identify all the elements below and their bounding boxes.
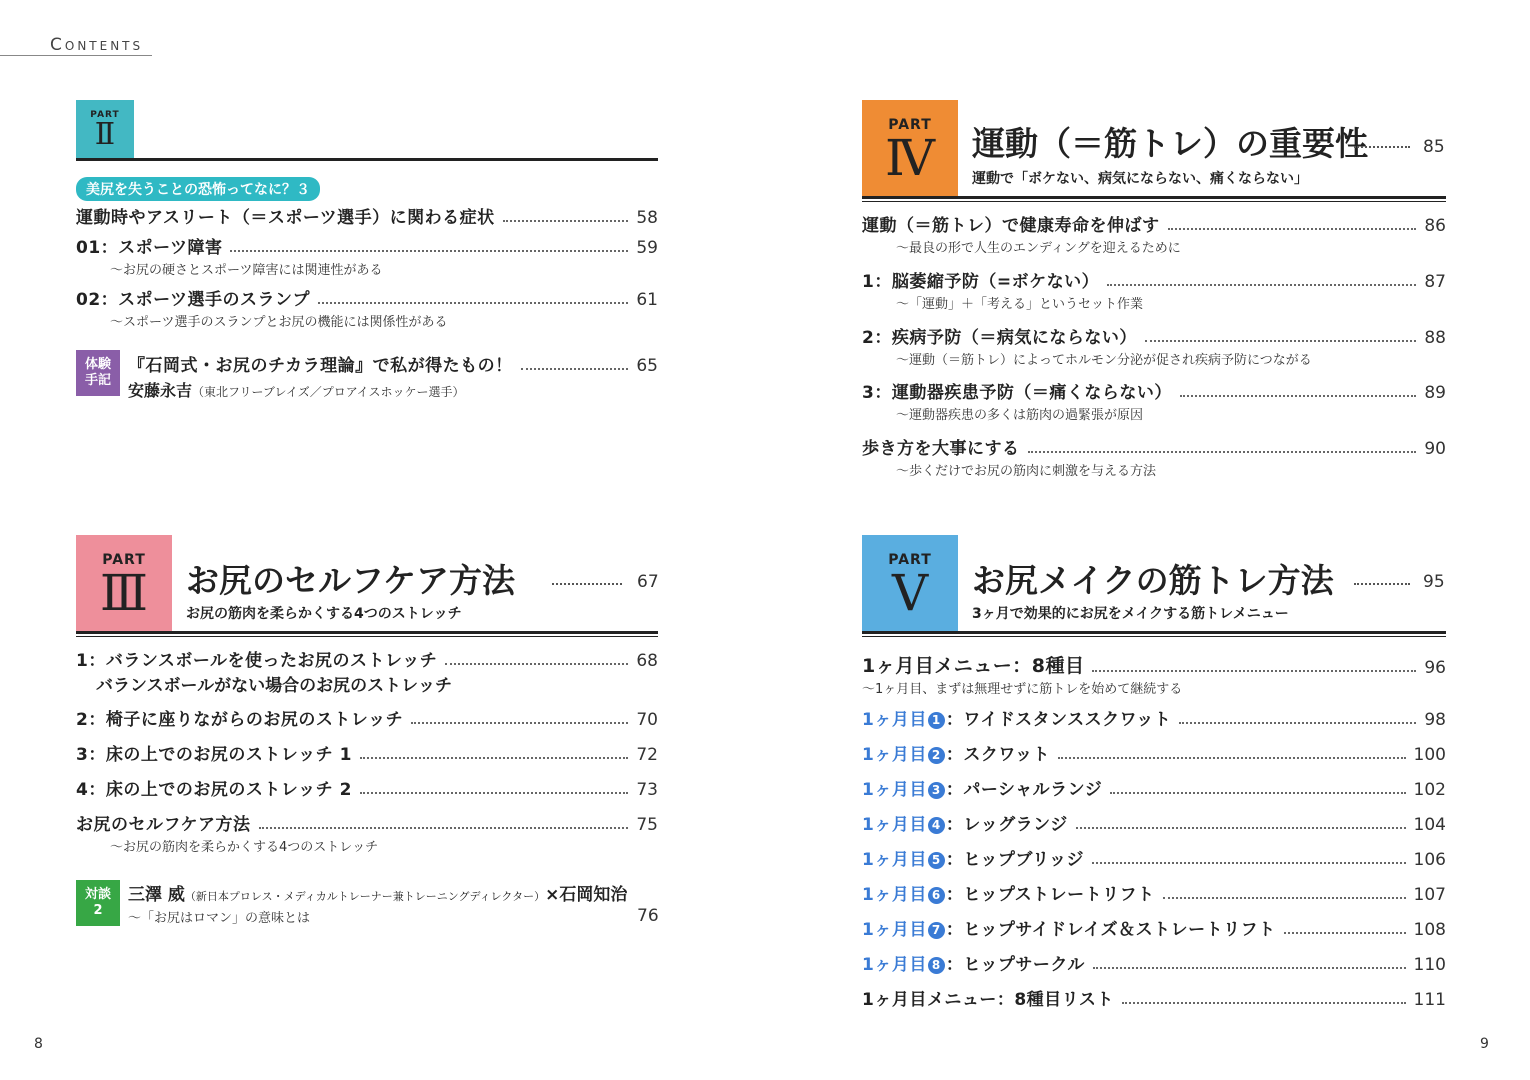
- taiken-author: [128, 378, 465, 401]
- part3-word: PART: [102, 552, 146, 568]
- taidan-affiliation: （新日本プロレス・メディカルトレーナー兼トレーニングディレクター）: [184, 890, 546, 903]
- entry-title: 4：床の上でのお尻のストレッチ 2: [76, 780, 352, 800]
- toc-entry[interactable]: [862, 267, 1446, 292]
- taidan-cross: ×: [545, 885, 560, 905]
- part5-title: お尻メイクの筋トレ方法: [972, 561, 1334, 600]
- entry-page: 107: [1413, 885, 1446, 905]
- entry-title: ：ヒップサークル: [945, 955, 1085, 975]
- entry-page: 88: [1424, 328, 1446, 348]
- part3-rule-thin: [76, 636, 658, 637]
- part3-rule: [76, 631, 658, 634]
- entry-page: 98: [1424, 710, 1446, 730]
- part2-rule: [76, 158, 658, 161]
- month-prefix: 1ヶ月目: [862, 850, 927, 870]
- entry-page: 75: [636, 815, 658, 835]
- taiken-tag-line2: 手記: [84, 373, 111, 388]
- part5-title-dots: [1354, 583, 1410, 585]
- toc-entry[interactable]: [862, 950, 1446, 975]
- number-circle-icon: 1: [928, 712, 945, 729]
- contents-label: Contents: [50, 35, 144, 55]
- entry-title: 3：床の上でのお尻のストレッチ 1: [76, 745, 352, 765]
- page-number-left: 8: [34, 1036, 43, 1052]
- toc-entry[interactable]: [76, 285, 658, 310]
- entry-title: お尻のセルフケア方法: [76, 815, 251, 835]
- toc-entry[interactable]: [862, 740, 1446, 765]
- entry-page: 104: [1413, 815, 1446, 835]
- toc-entry[interactable]: [76, 203, 658, 228]
- part4-word: PART: [888, 117, 932, 133]
- taidan-tag-line1: 対談: [84, 886, 111, 902]
- entry-sub: ～運動（＝筋トレ）によってホルモン分泌が促され疾病予防につながる: [896, 353, 1312, 368]
- number-circle-icon: 4: [928, 817, 945, 834]
- entry-page: 100: [1413, 745, 1446, 765]
- part2-numeral: Ⅱ: [94, 117, 116, 152]
- entry-sub: ～スポーツ選手のスランプとお尻の機能には関係性がある: [110, 315, 448, 330]
- entry-page: 61: [636, 290, 658, 310]
- entry-sub: ～「運動」＋「考える」というセット作業: [896, 297, 1144, 312]
- author-name: 安藤永吉: [128, 381, 193, 400]
- month-prefix: 1ヶ月目: [862, 745, 927, 765]
- toc-entry[interactable]: [862, 775, 1446, 800]
- entry-page: 68: [636, 651, 658, 671]
- month-prefix: 1ヶ月目: [862, 780, 927, 800]
- entry-sub: ～お尻の硬さとスポーツ障害には関連性がある: [110, 263, 383, 278]
- toc-entry[interactable]: [862, 434, 1446, 459]
- part4-title-dots: [1354, 146, 1410, 148]
- entry-title: 1ヶ月目メニュー：8種目リスト: [862, 990, 1114, 1010]
- part5-rule: [862, 631, 1446, 634]
- toc-entry[interactable]: [862, 915, 1446, 940]
- toc-entry[interactable]: [862, 211, 1446, 236]
- toc-entry[interactable]: [862, 880, 1446, 905]
- taidan-sub: ～「お尻はロマン」の意味とは: [128, 911, 311, 926]
- part4-numeral: Ⅳ: [885, 129, 935, 187]
- entry-title: ：レッグランジ: [945, 815, 1068, 835]
- entry-page: 90: [1424, 439, 1446, 459]
- month-prefix: 1ヶ月目: [862, 710, 927, 730]
- entry-page: 65: [636, 356, 658, 376]
- entry-page: 72: [636, 745, 658, 765]
- taidan-name1: 三澤 威: [128, 885, 185, 905]
- part5-subtitle: 3ヶ月で効果的にお尻をメイクする筋トレメニュー: [972, 606, 1289, 622]
- part4-subtitle: 運動で「ボケない、病気にならない、痛くならない」: [972, 171, 1308, 187]
- part2-pill: 美尻を失うことの恐怖ってなに？３: [76, 177, 320, 201]
- toc-entry[interactable]: [76, 775, 658, 800]
- entry-title: 1：バランスボールを使ったお尻のストレッチ: [76, 651, 438, 671]
- number-circle-icon: 8: [928, 957, 945, 974]
- entry-title: 1ヶ月目メニュー：8種目: [862, 655, 1085, 677]
- part5-section: [862, 535, 1446, 1015]
- entry-page: 70: [636, 710, 658, 730]
- entry-title: 2：疾病予防（＝病気にならない）: [862, 328, 1137, 348]
- part4-rule: [862, 196, 1446, 199]
- entry-title: 1：脳萎縮予防（=ボケない）: [862, 272, 1100, 292]
- part2-section: [76, 100, 658, 400]
- entry-title: ：パーシャルランジ: [945, 780, 1103, 800]
- entry-line2: バランスボールがない場合のお尻のストレッチ: [96, 676, 452, 696]
- entry-sub: ～歩くだけでお尻の筋肉に刺激を与える方法: [896, 464, 1157, 479]
- entry-title: ：ヒップサイドレイズ＆ストレートリフト: [945, 920, 1276, 940]
- part4-title: 運動（＝筋トレ）の重要性: [972, 124, 1368, 163]
- entry-title: 01：スポーツ障害: [76, 238, 223, 258]
- toc-entry[interactable]: [76, 810, 658, 835]
- entry-title: 運動時やアスリート（＝スポーツ選手）に関わる症状: [76, 208, 495, 228]
- number-circle-icon: 6: [928, 887, 945, 904]
- toc-entry[interactable]: [76, 705, 658, 730]
- month-prefix: 1ヶ月目: [862, 815, 927, 835]
- month-prefix: 1ヶ月目: [862, 885, 927, 905]
- part4-rule-thin: [862, 201, 1446, 202]
- part4-badge: [862, 100, 958, 196]
- part2-badge: [76, 100, 134, 158]
- part3-section: [76, 535, 658, 935]
- taidan-tag-line2: 2: [93, 903, 103, 918]
- entry-title: ：ワイドスタンススクワット: [945, 710, 1172, 730]
- toc-entry[interactable]: [862, 845, 1446, 870]
- entry-title: ：ヒップストレートリフト: [945, 885, 1155, 905]
- part5-word: PART: [888, 552, 932, 568]
- toc-entry[interactable]: [76, 233, 658, 258]
- number-circle-icon: 2: [928, 747, 945, 764]
- toc-entry[interactable]: [862, 323, 1446, 348]
- entry-page: 87: [1424, 272, 1446, 292]
- entry-page: 73: [636, 780, 658, 800]
- entry-page: 110: [1413, 955, 1446, 975]
- toc-entry[interactable]: [862, 985, 1446, 1010]
- part2-word: PART: [90, 110, 120, 120]
- entry-sub: ～1ヶ月目、まずは無理せずに筋トレを始めて継続する: [862, 682, 1183, 697]
- entry-title: ：スクワット: [945, 745, 1050, 765]
- toc-entry[interactable]: [862, 705, 1446, 730]
- entry-sub: ～最良の形で人生のエンディングを迎えるために: [896, 241, 1181, 256]
- entry-page: 108: [1413, 920, 1446, 940]
- taidan-names: [128, 880, 627, 905]
- part3-badge: [76, 535, 172, 631]
- toc-entry[interactable]: [128, 351, 658, 376]
- month-prefix: 1ヶ月目: [862, 955, 927, 975]
- part4-title-page: 85: [1423, 137, 1445, 157]
- entry-page: 96: [1424, 658, 1446, 678]
- entry-page: 106: [1413, 850, 1446, 870]
- entry-page: 89: [1424, 383, 1446, 403]
- taidan-name2: 石岡知治: [559, 885, 628, 905]
- part3-subtitle: お尻の筋肉を柔らかくする4つのストレッチ: [186, 606, 462, 622]
- page-number-right: 9: [1480, 1036, 1489, 1052]
- entry-sub: ～運動器疾患の多くは筋肉の過緊張が原因: [896, 408, 1144, 423]
- number-circle-icon: 7: [928, 922, 945, 939]
- entry-title: 運動（＝筋トレ）で健康寿命を伸ばす: [862, 216, 1160, 236]
- entry-title: 2：椅子に座りながらのお尻のストレッチ: [76, 710, 404, 730]
- entry-page: 86: [1424, 216, 1446, 236]
- entry-page: 58: [636, 208, 658, 228]
- number-circle-icon: 3: [928, 782, 945, 799]
- entry-title: 『石岡式・お尻のチカラ理論』で私が得たもの！: [128, 356, 513, 376]
- taiken-tag-line1: 体験: [84, 356, 111, 372]
- toc-entry[interactable]: [862, 651, 1446, 678]
- entry-title: ：ヒップブリッジ: [945, 850, 1084, 870]
- part4-section: [862, 100, 1446, 500]
- toc-entry[interactable]: [76, 646, 658, 671]
- taiken-tag: [76, 350, 120, 396]
- author-affiliation: （東北フリーブレイズ／プロアイスホッケー選手）: [192, 385, 465, 399]
- toc-entry[interactable]: [862, 378, 1446, 403]
- part3-title: お尻のセルフケア方法: [186, 561, 516, 600]
- month-prefix: 1ヶ月目: [862, 920, 927, 940]
- number-circle-icon: 5: [928, 852, 945, 869]
- entry-sub: ～お尻の筋肉を柔らかくする4つのストレッチ: [110, 840, 379, 855]
- taidan-page: 76: [637, 906, 659, 926]
- entry-title: 歩き方を大事にする: [862, 439, 1020, 459]
- entry-page: 102: [1413, 780, 1446, 800]
- part5-title-page: 95: [1423, 572, 1445, 592]
- toc-entry[interactable]: [862, 810, 1446, 835]
- taidan-tag: [76, 880, 120, 926]
- entry-page: 111: [1413, 990, 1446, 1010]
- toc-entry[interactable]: [76, 740, 658, 765]
- part3-title-page: 67: [637, 572, 659, 592]
- part5-rule-thin: [862, 636, 1446, 637]
- part3-title-dots: [552, 583, 622, 585]
- part3-numeral: Ⅲ: [99, 564, 149, 622]
- entry-title: 02：スポーツ選手のスランプ: [76, 290, 310, 310]
- entry-title: 3：運動器疾患予防（＝痛くならない）: [862, 383, 1172, 403]
- entry-page: 59: [636, 238, 658, 258]
- part5-badge: [862, 535, 958, 631]
- contents-rule: [0, 55, 152, 56]
- part5-numeral: Ⅴ: [891, 564, 929, 622]
